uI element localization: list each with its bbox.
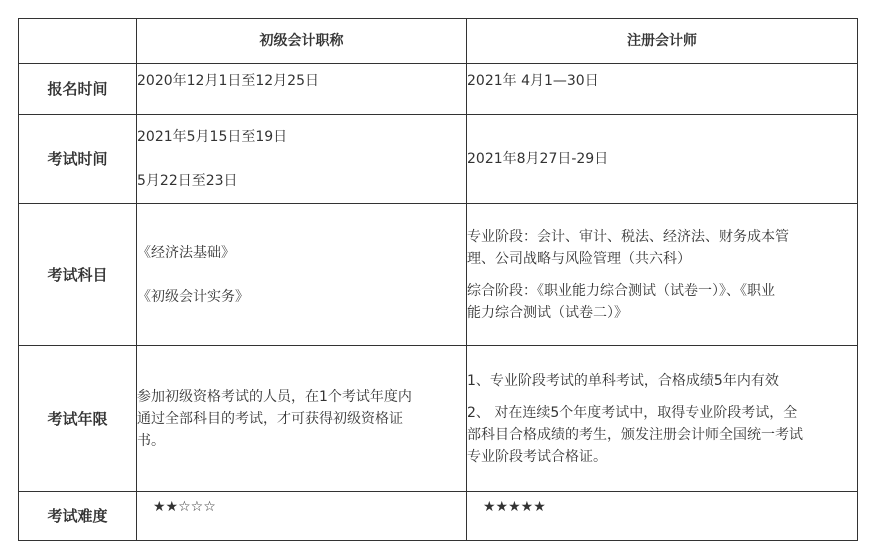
- header-cpa: 注册会计师: [467, 19, 858, 64]
- row-label-subjects: 考试科目: [19, 204, 137, 346]
- cpa-subjects-line1: 专业阶段：会计、审计、税法、经济法、财务成本管: [467, 228, 789, 245]
- row-label-exam-time: 考试时间: [19, 115, 137, 204]
- junior-exam-time-line2: 5月22日至23日: [137, 173, 238, 189]
- junior-exam-time-line1: 2021年5月15日至19日: [137, 129, 288, 145]
- comparison-table: [18, 18, 858, 541]
- line-gap: [137, 264, 466, 286]
- junior-exam-time-cell: [137, 115, 467, 204]
- table-row-signup: [19, 64, 858, 115]
- cpa-limit-line1: 1、专业阶段考试的单科考试，合格成绩5年内有效: [467, 372, 779, 389]
- row-label-signup: 报名时间: [19, 64, 137, 115]
- cpa-limit-line2: 2、 对在连续5个年度考试中，取得专业阶段考试，全: [467, 404, 798, 421]
- junior-difficulty-stars: ★★☆☆☆: [137, 492, 467, 541]
- line-gap: [467, 270, 857, 280]
- cpa-difficulty-stars: ★★★★★: [467, 492, 858, 541]
- cut-off-text-line: [18, 534, 458, 542]
- cpa-subjects-cell: [467, 204, 858, 346]
- header-row: [19, 19, 858, 64]
- cpa-subjects-line2: 理、公司战略与风险管理（共六科）: [467, 250, 691, 267]
- junior-limit-line2: 通过全部科目的考试，才可获得初级资格证: [137, 410, 403, 427]
- row-label-difficulty: 考试难度: [19, 492, 137, 541]
- junior-subject-2: 《初级会计实务》: [137, 288, 249, 305]
- table-row-subjects: [19, 204, 858, 346]
- table-row-limit: [19, 346, 858, 492]
- row-label-limit: 考试年限: [19, 346, 137, 492]
- cpa-limit-line3: 部科目合格成绩的考生，颁发注册会计师全国统一考试: [467, 426, 803, 443]
- cpa-signup-cell: 2021年 4月1—30日: [467, 64, 858, 115]
- line-gap: [137, 148, 466, 170]
- junior-limit-line1: 参加初级资格考试的人员，在1个考试年度内: [137, 388, 412, 405]
- cpa-subjects-line4: 能力综合测试（试卷二）》: [467, 304, 628, 321]
- cpa-subjects-line3: 综合阶段：《职业能力综合测试（试卷一）》、《职业: [467, 282, 775, 299]
- junior-limit-cell: [137, 346, 467, 492]
- junior-subject-1: 《经济法基础》: [137, 244, 235, 261]
- junior-subjects-cell: [137, 204, 467, 346]
- header-junior-accountant: 初级会计职称: [137, 19, 467, 64]
- header-corner-cell: [19, 19, 137, 64]
- cpa-limit-cell: [467, 346, 858, 492]
- table-row-exam-time: [19, 115, 858, 204]
- junior-signup-cell: 2020年12月1日至12月25日: [137, 64, 467, 115]
- cpa-limit-line4: 专业阶段考试合格证。: [467, 448, 607, 465]
- cpa-exam-time-cell: 2021年8月27日-29日: [467, 115, 858, 204]
- line-gap: [467, 392, 857, 402]
- junior-limit-line3: 书。: [137, 432, 165, 449]
